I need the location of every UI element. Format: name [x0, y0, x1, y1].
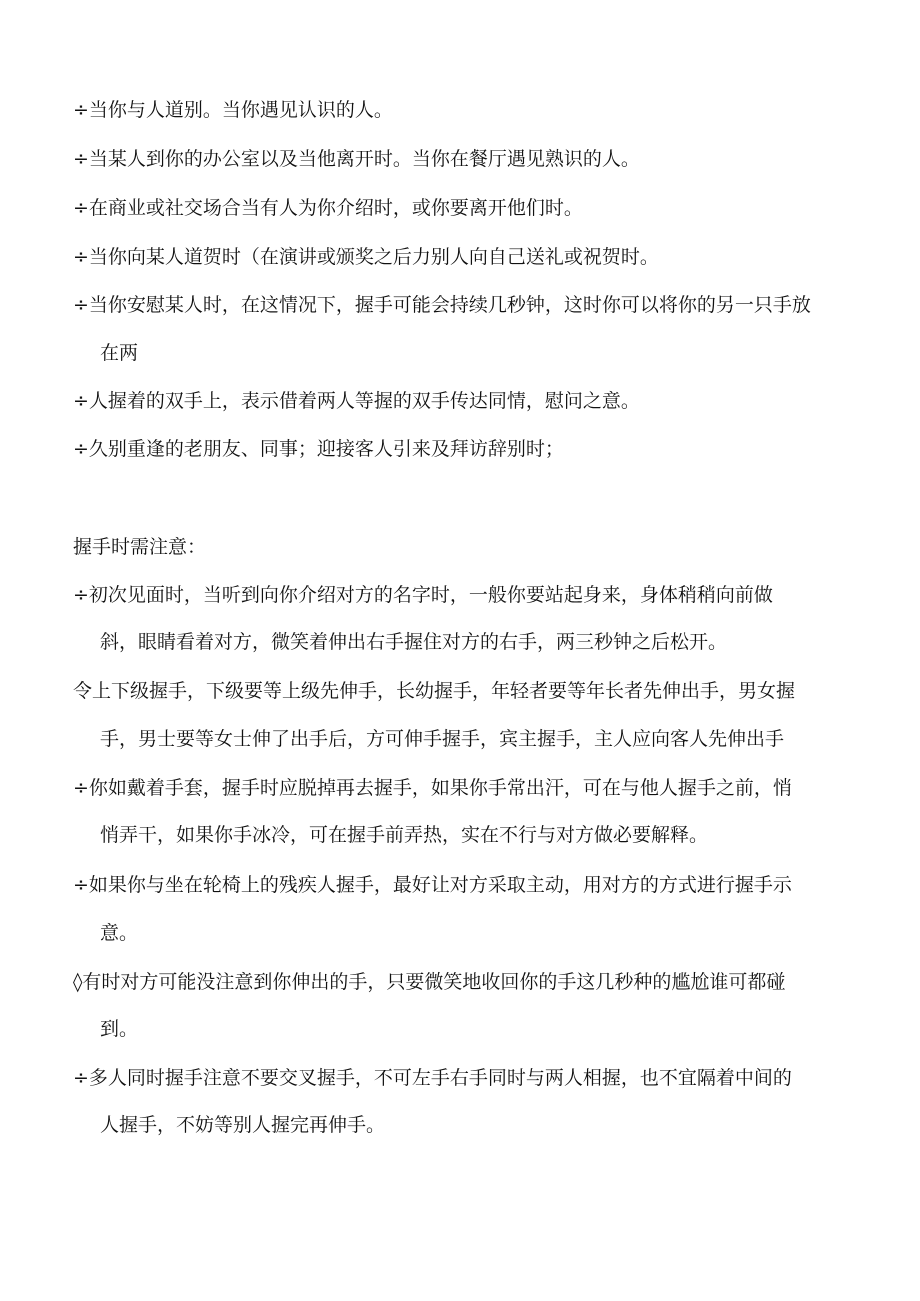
bullet-line: ÷当你安慰某人时，在这情况下，握手可能会持续几秒钟，这时你可以将你的另一只手放: [73, 294, 811, 316]
bullet-line: ÷当你与人道别。当你遇见认识的人。: [73, 99, 393, 121]
bullet-line: ◊有时对方可能没注意到你伸出的手，只要微笑地收回你的手这几秒种的尴尬谁可都碰: [73, 971, 786, 993]
continuation-line: 意。: [100, 922, 139, 944]
bullet-line: ÷多人同时握手注意不要交叉握手，不可左手右手同时与两人相握，也不宜隔着中间的: [73, 1067, 792, 1089]
bullet-line: ÷在商业或社交场合当有人为你介绍时，或你要离开他们时。: [73, 197, 583, 219]
bullet-line: ÷初次见面时，当听到向你介绍对方的名字时，一般你要站起身来，身体稍稍向前做: [73, 584, 773, 606]
bullet-line: ÷久别重逢的老朋友、同事；迎接客人引来及拜访辞别时；: [73, 438, 564, 460]
bullet-line: ÷当你向某人道贺时（在演讲或颁奖之后力别人向自己送礼或祝贺时。: [73, 246, 659, 268]
continuation-line: 人握手，不妨等别人握完再伸手。: [100, 1114, 386, 1136]
bullet-line: ÷人握着的双手上，表示借着两人等握的双手传达同情，慰问之意。: [73, 390, 640, 412]
section-heading: 握手时需注意：: [73, 536, 207, 558]
continuation-line: 到。: [100, 1018, 139, 1040]
continuation-line: 手，男士要等女士伸了出手后，方可伸手握手，宾主握手，主人应向客人先伸出手: [100, 728, 785, 750]
continuation-line: 在两: [100, 342, 139, 364]
bullet-line: 令上下级握手，下级要等上级先伸手，长幼握手，年轻者要等年长者先伸出手，男女握: [73, 680, 796, 702]
bullet-line: ÷当某人到你的办公室以及当他离开时。当你在餐厅遇见熟识的人。: [73, 148, 640, 170]
bullet-line: ÷如果你与坐在轮椅上的残疾人握手，最好让对方采取主动，用对方的方式进行握手示: [73, 874, 792, 896]
continuation-line: 斜，眼睛看着对方，微笑着伸出右手握住对方的右手，两三秒钟之后松开。: [100, 631, 728, 653]
continuation-line: 悄弄干，如果你手冰冷，可在握手前弄热，实在不行与对方做必要解释。: [100, 824, 709, 846]
bullet-line: ÷你如戴着手套，握手时应脱掉再去握手，如果你手常出汗，可在与他人握手之前，悄: [73, 777, 792, 799]
